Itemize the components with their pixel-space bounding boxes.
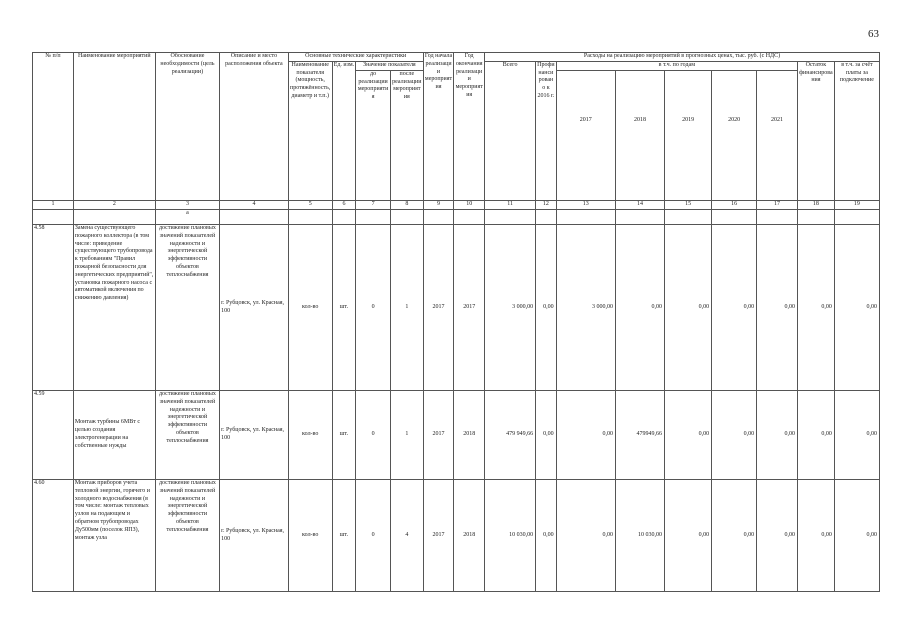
row-2017: 0,00 <box>556 391 615 480</box>
row-end: 2018 <box>454 480 485 592</box>
row-remainder: 0,00 <box>798 225 835 391</box>
header-indicator: Наименование показателя (мощность, протяжённость, диаметр и т.п.) <box>288 61 332 200</box>
measures-table <box>32 52 880 592</box>
row-start: 2017 <box>423 480 454 592</box>
row-2020: 0,00 <box>712 225 757 391</box>
header-financed: Профинансировано к 2016 г. <box>536 61 556 200</box>
row-financed: 0,00 <box>536 480 556 592</box>
table-row <box>33 391 880 480</box>
row-reason: достижение плановых значений показателей надежности и энергетической эффективности объектов теплоснабжения <box>155 391 219 480</box>
colnum: 12 <box>536 201 556 210</box>
row-2018: 0,00 <box>615 225 664 391</box>
row-financed: 0,00 <box>536 225 556 391</box>
header-unit: Ед. изм. <box>332 61 356 200</box>
colnum: 18 <box>798 201 835 210</box>
row-num: 4.60 <box>33 480 74 592</box>
row-2021: 0,00 <box>757 391 798 480</box>
colnum: 13 <box>556 201 615 210</box>
colnum: 9 <box>423 201 454 210</box>
header-value: Значение показателя <box>356 61 423 70</box>
row-2019: 0,00 <box>665 391 712 480</box>
row-end: 2018 <box>454 391 485 480</box>
header-place: Описание и место расположения объекта <box>220 53 289 201</box>
colnum: 8 <box>390 201 423 210</box>
row-reason: достижение плановых значений показателей надежности и энергетической эффективности объектов теплоснабжения <box>155 480 219 592</box>
row-num: 4.58 <box>33 225 74 391</box>
row-num: 4.59 <box>33 391 74 480</box>
row-connection: 0,00 <box>834 480 879 592</box>
colnum: 1 <box>33 201 74 210</box>
table-row <box>33 480 880 592</box>
row-place: г. Рубцовск, ул. Красная, 100 <box>220 480 289 592</box>
colnum: 5 <box>288 201 332 210</box>
header-end: Год окончания реализации мероприятия <box>454 53 485 201</box>
row-2017: 3 000,00 <box>556 225 615 391</box>
header-num: № п/п <box>33 53 74 201</box>
colnum: 3 <box>155 201 219 210</box>
header-start: Год начала реализации мероприятия <box>423 53 454 201</box>
header-by-years: в т.ч. по годам <box>556 61 797 70</box>
row-2021: 0,00 <box>757 480 798 592</box>
header-remainder: Остаток финансирования <box>798 61 835 200</box>
colnum-extra: а <box>155 210 219 225</box>
row-unit: шт. <box>332 225 356 391</box>
row-name: Замена существующего пожарного коллектора (в том числе: приведение существующего трубопровода к требованиям "Правил пожарной безопасности для энергетических предприятий", установка пожарного насоса с автоматикой включения по снижению давления) <box>73 225 155 391</box>
row-reason: достижение плановых значений показателей надежности и энергетической эффективности объектов теплоснабжения <box>155 225 219 391</box>
header-tech: Основные технические характеристики <box>288 53 423 62</box>
colnum: 7 <box>356 201 391 210</box>
row-total: 10 030,00 <box>485 480 536 592</box>
row-start: 2017 <box>423 225 454 391</box>
table-row <box>33 225 880 391</box>
row-start: 2017 <box>423 391 454 480</box>
row-after: 1 <box>390 225 423 391</box>
row-2020: 0,00 <box>712 480 757 592</box>
row-after: 4 <box>390 480 423 592</box>
row-after: 1 <box>390 391 423 480</box>
row-total: 479 949,66 <box>485 391 536 480</box>
colnum: 4 <box>220 201 289 210</box>
header-connection: в т.ч. за счёт платы за подключение <box>834 61 879 200</box>
row-total: 3 000,00 <box>485 225 536 391</box>
colnum: 14 <box>615 201 664 210</box>
colnum: 17 <box>757 201 798 210</box>
colnum: 16 <box>712 201 757 210</box>
row-unit: шт. <box>332 391 356 480</box>
row-2020: 0,00 <box>712 391 757 480</box>
row-unit: шт. <box>332 480 356 592</box>
row-indicator: кол-во <box>288 480 332 592</box>
row-before: 0 <box>356 480 391 592</box>
header-after: после реализации мероприятия <box>390 70 423 200</box>
row-2018: 10 030,00 <box>615 480 664 592</box>
header-name: Наименование мероприятий <box>73 53 155 201</box>
row-place: г. Рубцовск, ул. Красная, 100 <box>220 391 289 480</box>
header-year-2021: 2021 <box>757 70 798 200</box>
colnum: 19 <box>834 201 879 210</box>
colnum: 2 <box>73 201 155 210</box>
header-year-2017: 2017 <box>556 70 615 200</box>
colnum: 6 <box>332 201 356 210</box>
row-connection: 0,00 <box>834 225 879 391</box>
row-2017: 0,00 <box>556 480 615 592</box>
column-number-row <box>33 201 880 210</box>
row-place: г. Рубцовск, ул. Красная, 100 <box>220 225 289 391</box>
header-row-1 <box>33 53 880 62</box>
row-indicator: кол-во <box>288 225 332 391</box>
header-before: до реализации мероприятия <box>356 70 391 200</box>
header-year-2020: 2020 <box>712 70 757 200</box>
row-end: 2017 <box>454 225 485 391</box>
header-year-2019: 2019 <box>665 70 712 200</box>
page-number: 63 <box>868 28 879 40</box>
row-remainder: 0,00 <box>798 391 835 480</box>
row-before: 0 <box>356 391 391 480</box>
row-remainder: 0,00 <box>798 480 835 592</box>
header-reason: Обоснование необходимости (цель реализации) <box>155 53 219 201</box>
row-name: Монтаж приборов учета тепловой энергии, горячего и холодного водоснабжения (в том числе: монтаж тепловых узлов на подающем и обратном трубопроводах Ду500мм (поселок ЯПЗ), монтаж узла <box>73 480 155 592</box>
row-2019: 0,00 <box>665 480 712 592</box>
row-indicator: кол-во <box>288 391 332 480</box>
row-2019: 0,00 <box>665 225 712 391</box>
row-name: Монтаж турбины 6МВт с целью создания электрогенерации на собственные нужды <box>73 391 155 480</box>
header-year-2018: 2018 <box>615 70 664 200</box>
header-costs: Расходы на реализацию мероприятий в прогнозных ценах, тыс. руб. (с НДС) <box>485 53 880 62</box>
row-before: 0 <box>356 225 391 391</box>
row-2018: 479949,66 <box>615 391 664 480</box>
colnum: 15 <box>665 201 712 210</box>
row-financed: 0,00 <box>536 391 556 480</box>
colnum: 10 <box>454 201 485 210</box>
colnum: 11 <box>485 201 536 210</box>
row-connection: 0,00 <box>834 391 879 480</box>
column-number-row-2 <box>33 210 880 225</box>
header-total: Всего <box>485 61 536 200</box>
row-2021: 0,00 <box>757 225 798 391</box>
